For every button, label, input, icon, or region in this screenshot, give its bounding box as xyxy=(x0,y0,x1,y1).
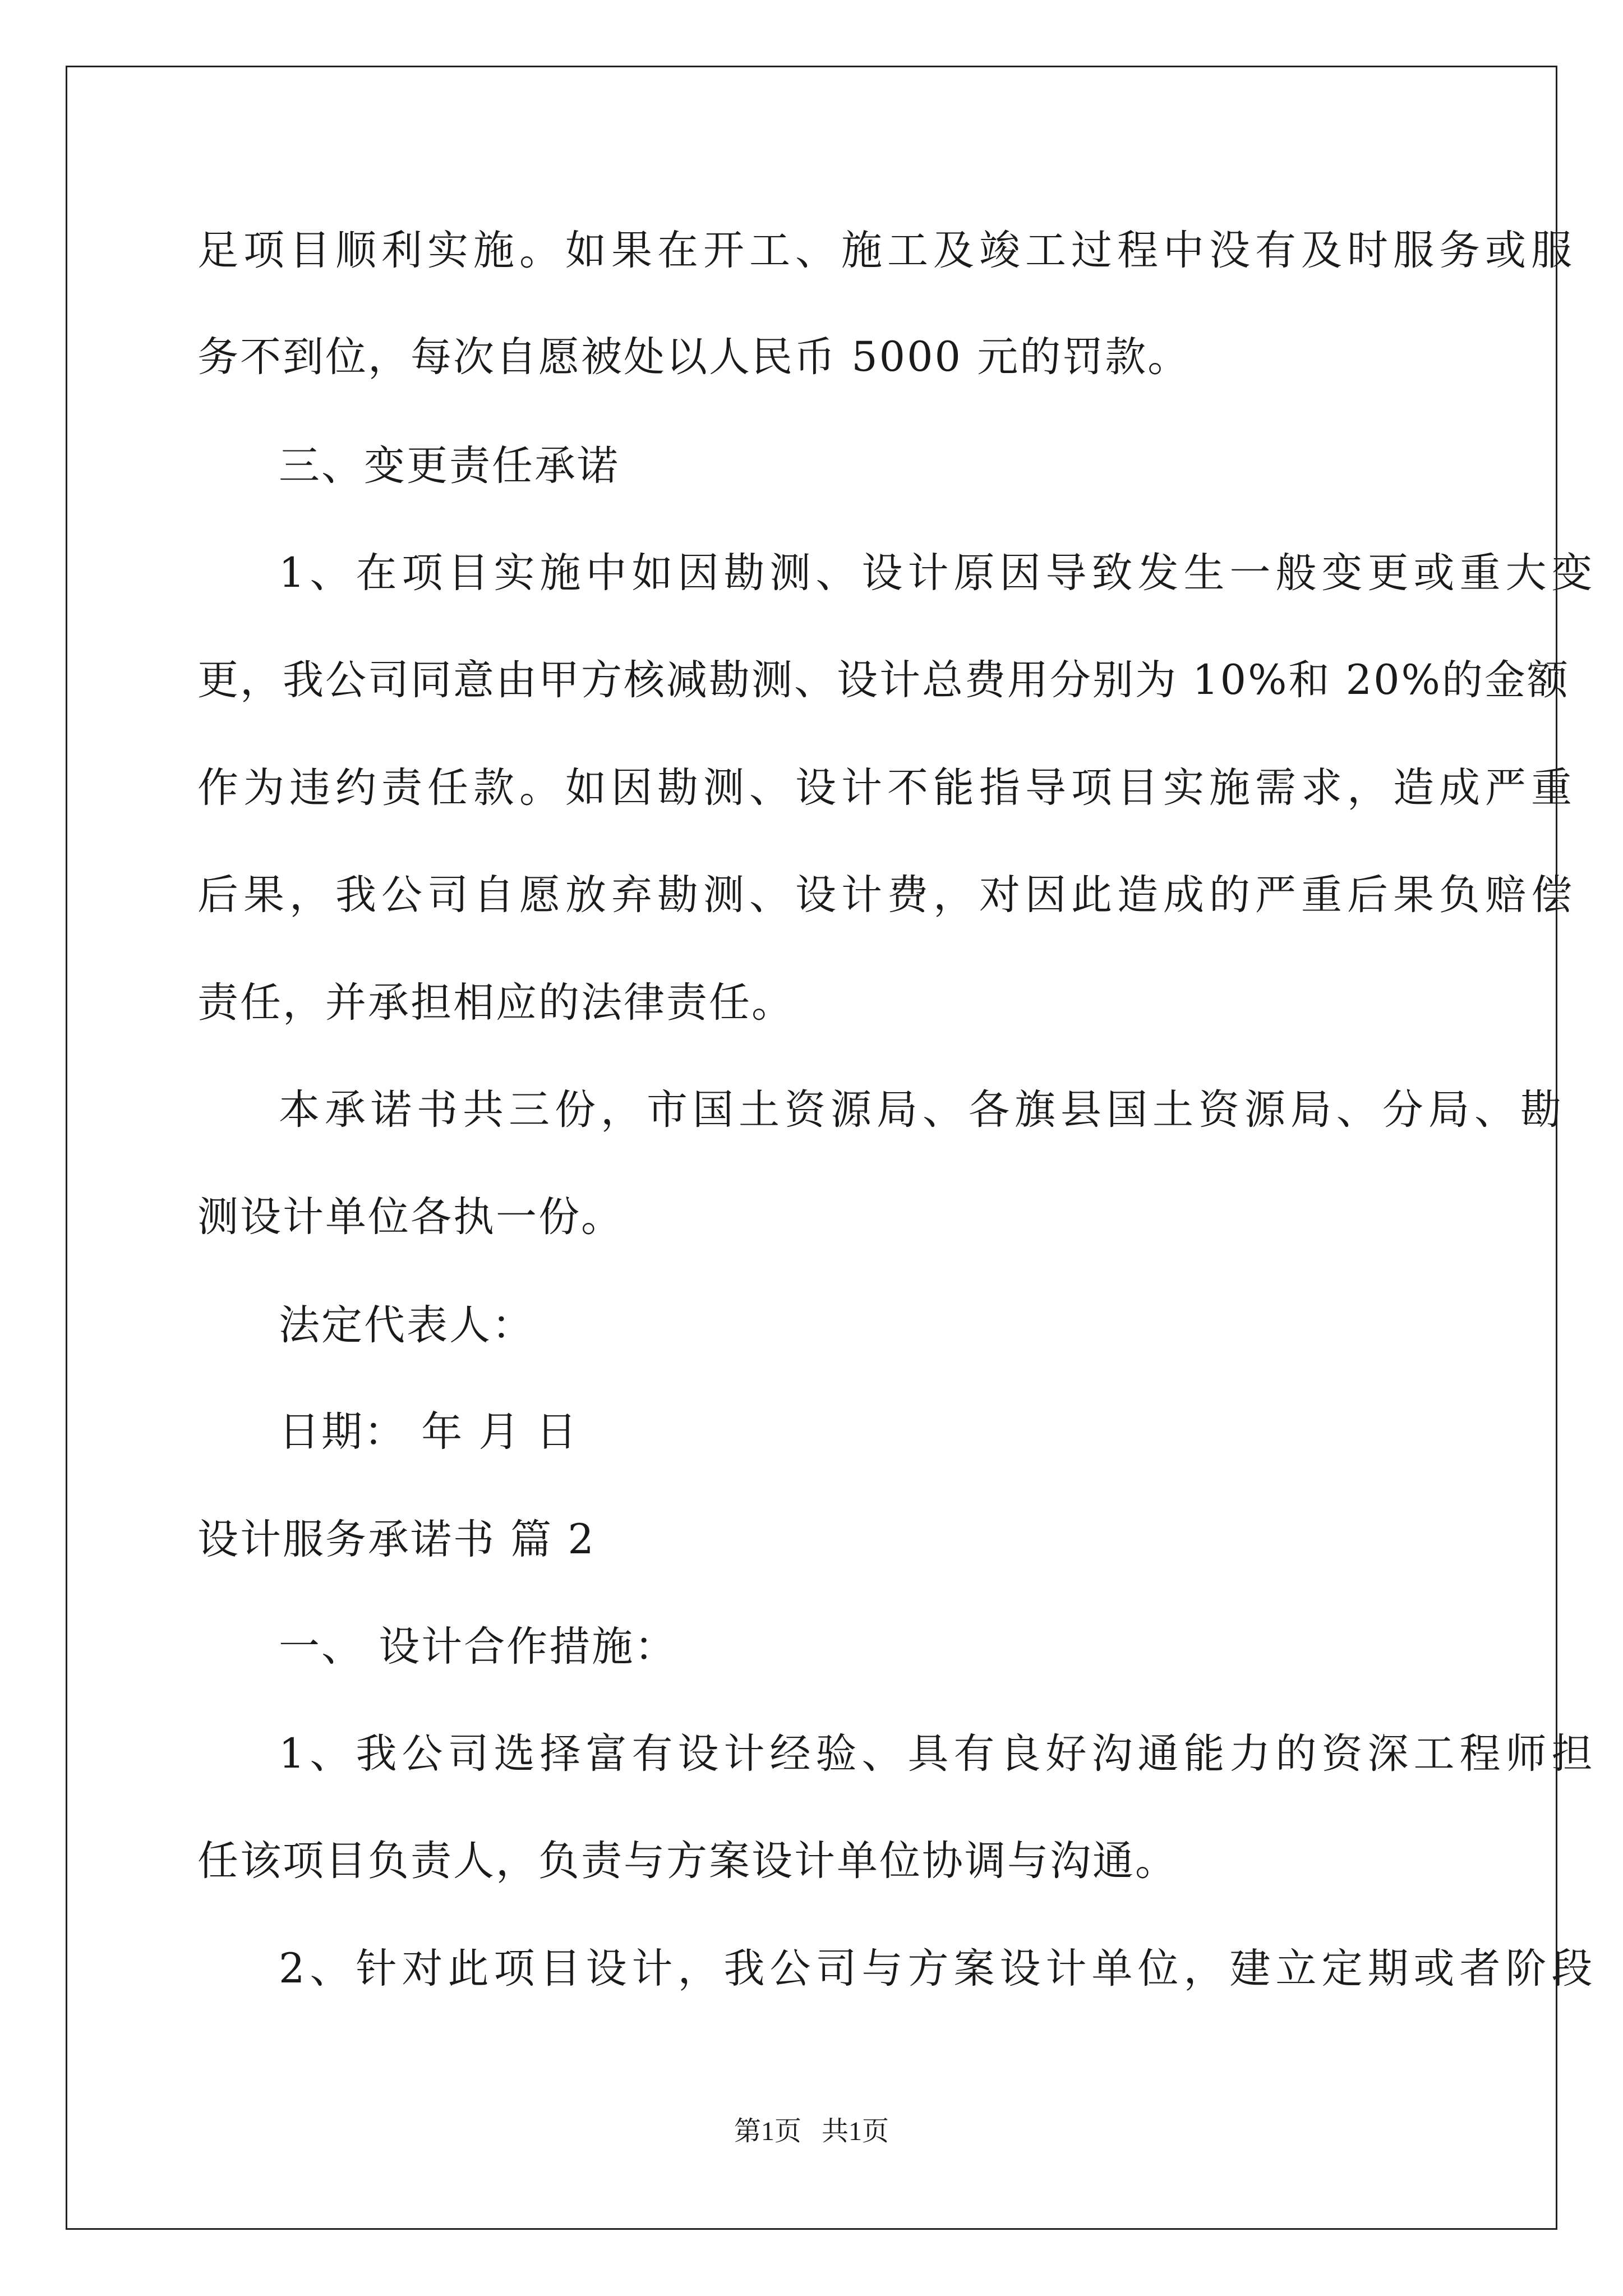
body-line: 作为违约责任款。如因勘测、设计不能指导项目实施需求，造成严重 xyxy=(197,764,1577,812)
body-line: 本承诺书共三份，市国土资源局、各旗县国土资源局、分局、勘 xyxy=(279,1086,1566,1134)
body-line: 1、我公司选择富有设计经验、具有良好沟通能力的资深工程师担 xyxy=(279,1730,1598,1778)
body-line: 更，我公司同意由甲方核减勘测、设计总费用分别为 10%和 20%的金额 xyxy=(197,656,1570,704)
body-line: 足项目顺利实施。如果在开工、施工及竣工过程中没有及时服务或服 xyxy=(197,227,1577,274)
date-line: 日期： 年 月 日 xyxy=(279,1408,579,1456)
body-line: 1、在项目实施中如因勘测、设计原因导致发生一般变更或重大变 xyxy=(279,549,1598,597)
body-line: 2、针对此项目设计，我公司与方案设计单位，建立定期或者阶段 xyxy=(279,1945,1598,1993)
page-footer: 第1页 共1页 xyxy=(734,2116,889,2146)
body-line: 务不到位，每次自愿被处以人民币 5000 元的罚款。 xyxy=(197,333,1191,381)
section-heading: 三、变更责任承诺 xyxy=(279,442,620,490)
section-title: 设计服务承诺书 篇 2 xyxy=(197,1516,596,1563)
signature-label: 法定代表人： xyxy=(279,1301,534,1349)
page-border xyxy=(66,66,1557,2230)
body-line: 责任，并承担相应的法律责任。 xyxy=(197,979,794,1027)
section-heading: 一、 设计合作措施： xyxy=(279,1623,677,1671)
body-line: 后果，我公司自愿放弃勘测、设计费，对因此造成的严重后果负赔偿 xyxy=(197,871,1577,919)
body-line: 任该项目负责人，负责与方案设计单位协调与沟通。 xyxy=(197,1837,1178,1885)
body-line: 测设计单位各执一份。 xyxy=(197,1193,624,1241)
